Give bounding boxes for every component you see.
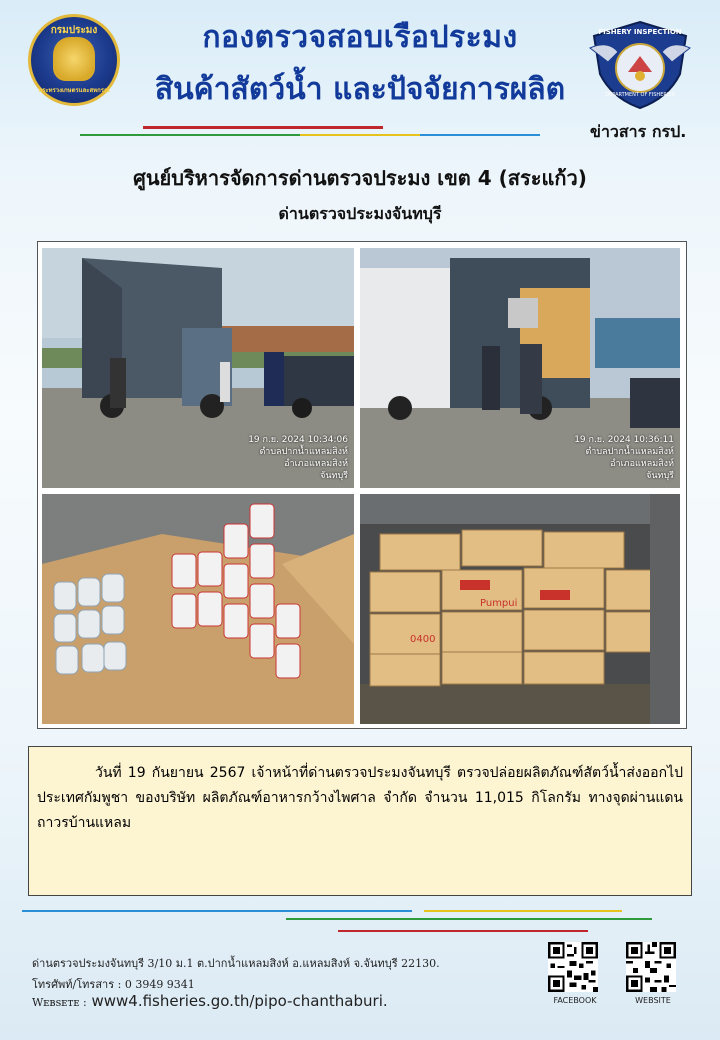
checkpoint-name: ด่านตรวจประมงจันทบุรี: [278, 204, 442, 223]
department-of-fisheries-logo: [28, 14, 120, 106]
footer-phone: โทรศัพท์/โทรสาร : 0 3949 9341: [32, 978, 195, 991]
royal-emblem-icon: [53, 37, 95, 81]
footer-divider-red: [338, 930, 588, 932]
logo-left-bottom-text: กระทรวงเกษตรและสหกรณ์: [38, 87, 110, 94]
photo-2-timestamp: 19 ก.ย. 2024 10:36:11 ตำบลปากน้ำแหลมสิงห์ อำเภอแหลมสิงห์ จันทบุรี: [574, 435, 674, 481]
photo-truck-inspection: [42, 248, 354, 488]
footer-address: ด่านตรวจประมงจันทบุรี 3/10 ม.1 ต.ปากน้ำแหลมสิงห์ อ.แหลมสิงห์ จ.จันทบุรี 22130.: [32, 957, 440, 970]
news-body-text: วันที่ 19 กันยายน 2567 เจ้าหน้าที่ด่านตรวจประมงจันทบุรี ตรวจปล่อยผลิตภัณฑ์สัตว์น้ำส่งออกไปประเทศกัมพูชา ของบริษัท ผลิตภัณฑ์อาหารกว้างไพศาล จำกัด จำนวน 11,015 กิโลกรัม ทางจุดผ่านแดนถาวรบ้านแหลม: [37, 765, 683, 831]
footer-website: [32, 992, 388, 1010]
footer-divider-blue: [22, 910, 412, 912]
page-title-line2: สินค้าสัตว์น้ำ และปัจจัยการผลิต: [154, 72, 566, 107]
website-qr-code[interactable]: [626, 942, 688, 1005]
fishery-inspection-logo: [588, 18, 692, 110]
photo-canned-fish-box: [42, 494, 354, 724]
photo-collage: [37, 241, 687, 729]
carton-code-text: 0400: [410, 634, 436, 645]
footer-divider-yellow: [424, 910, 622, 912]
news-label: ข่าวสาร กรป.: [590, 122, 687, 141]
center-name: ศูนย์บริหารจัดการด่านตรวจประมง เขต 4 (สระแก้ว): [133, 166, 587, 190]
footer-divider-green: [286, 918, 652, 920]
logo-left-top-text: กรมประมง: [50, 25, 98, 36]
title-divider-yellow: [300, 134, 420, 136]
website-qr-label: WEBSITE: [635, 996, 671, 1005]
title-divider-green: [80, 134, 300, 136]
title-divider-red: [143, 126, 383, 129]
photo-cartons-in-truck: [360, 494, 680, 724]
facebook-qr-label: FACEBOOK: [553, 996, 597, 1005]
news-body-box: [28, 746, 692, 896]
facebook-qr-code[interactable]: [548, 942, 610, 1005]
carton-brand-text: Pumpui: [480, 598, 518, 609]
photo-unloading-boxes: [360, 248, 680, 488]
logo-right-sub-text: DEPARTMENT OF FISHERIES: [605, 92, 675, 98]
logo-right-text: FISHERY INSPECTION: [598, 28, 682, 36]
page-title-line1: กองตรวจสอบเรือประมง: [202, 20, 518, 55]
website-url[interactable]: www4.fisheries.go.th/pipo-chanthaburi.: [91, 992, 388, 1010]
title-divider-blue: [420, 134, 540, 136]
photo-1-timestamp: 19 ก.ย. 2024 10:34:06 ตำบลปากน้ำแหลมสิงห์ อำเภอแหลมสิงห์ จันทบุรี: [248, 435, 348, 481]
website-label: Wᴇʙsᴇᴛᴇ :: [32, 996, 87, 1009]
